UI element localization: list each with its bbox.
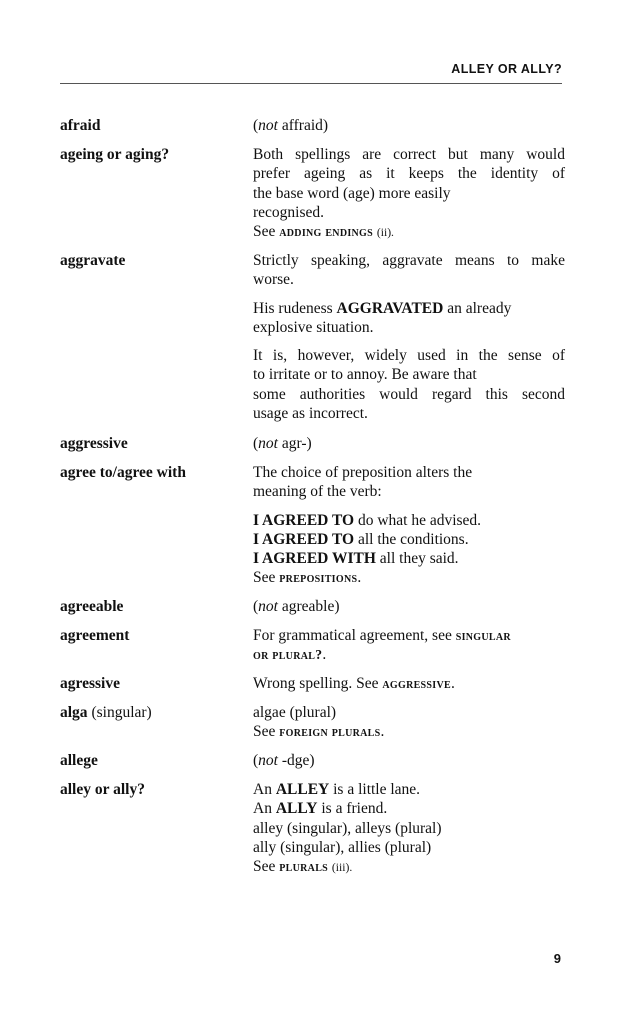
header-rule	[60, 83, 562, 84]
definition: Wrong spelling. See aggressive.	[253, 675, 455, 692]
term: alga (singular)	[60, 704, 152, 721]
term: afraid	[60, 117, 101, 134]
definition: For grammatical agreement, see singular or plural?.	[253, 627, 511, 664]
term: aggravate	[60, 252, 126, 269]
definition: (not agreable)	[253, 598, 340, 615]
cross-reference: See adding endings (ii).	[253, 223, 394, 241]
cross-reference: See prepositions.	[253, 569, 362, 587]
definition: An ALLEY is a little lane. An ALLY is a friend. alley (singular), alleys (plural) ally (singular), allies (plural) See plurals (iii).	[253, 780, 565, 877]
page-number: 9	[553, 951, 561, 966]
cross-reference: See plurals (iii).	[253, 858, 353, 876]
definition: (not -dge)	[253, 752, 315, 769]
definition: (not affraid)	[253, 117, 329, 134]
definition: Strictly speaking, aggravate means to make worse. His rudeness AGGRAVATED an already explosive situation. It is, however, widely used in the sense of to irritate or to annoy. Be aware that some authorities would regard this second usage as incorrect.	[253, 252, 565, 423]
term: agree to/agree with	[60, 464, 186, 481]
term: agreement	[60, 627, 130, 644]
cross-reference: See foreign plurals.	[253, 723, 385, 741]
term: agressive	[60, 675, 120, 692]
example-sentence: I AGREED TO all the conditions.	[253, 530, 469, 548]
term: ageing or aging?	[60, 146, 170, 163]
example-sentence: I AGREED WITH all they said.	[253, 550, 459, 568]
term: agreeable	[60, 598, 124, 615]
running-head: ALLEY OR ALLY?	[451, 62, 562, 76]
definition: (not agr-)	[253, 435, 312, 452]
term: alley or ally?	[60, 781, 145, 798]
example-sentence: His rudeness AGGRAVATED an already	[253, 299, 512, 317]
term: allege	[60, 752, 98, 769]
example-sentence: I AGREED TO do what he advised.	[253, 511, 482, 529]
definition: Both spellings are correct but many would prefer ageing as it keeps the identity of the base word (age) more easily recognised. See adding endings (ii).	[253, 145, 565, 242]
definition: The choice of preposition alters the meaning of the verb: I AGREED TO do what he advised. I AGREED TO all the conditions. I AGREED WITH all they said. See prepositions.	[253, 463, 565, 588]
definition: algae (plural) See foreign plurals.	[253, 703, 565, 742]
term: aggressive	[60, 435, 128, 452]
